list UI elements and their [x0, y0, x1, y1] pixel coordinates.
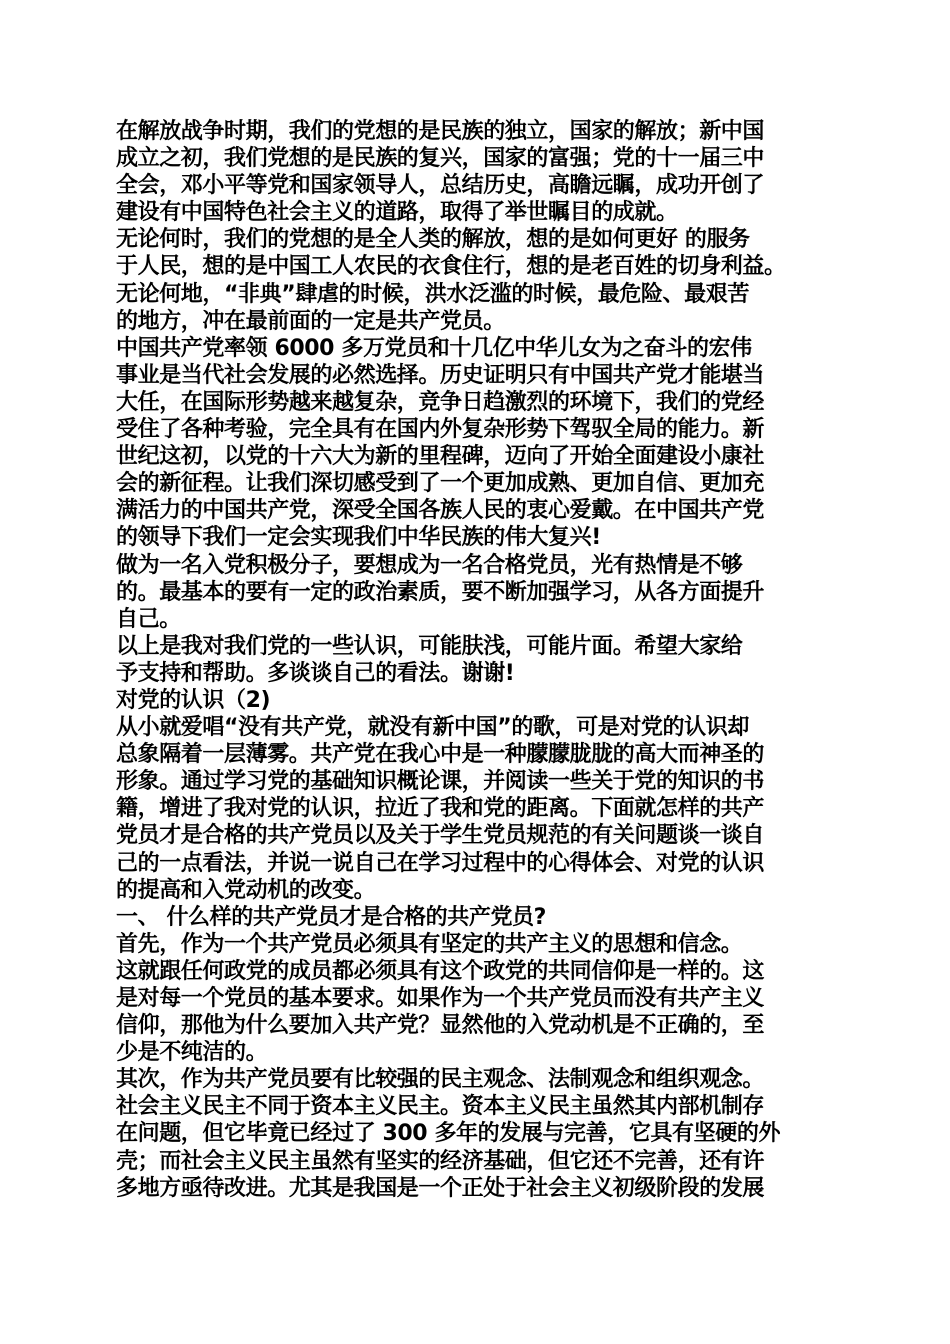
- text-line: 无论何地，“非典”肆虐的时候，洪水泛滥的时候，最危险、最艰苦: [116, 281, 749, 307]
- text-line: 总象隔着一层薄雾。共产党在我心中是一种朦朦胧胧的高大而神圣的: [116, 742, 765, 768]
- text-line: 壳；而社会主义民主虽然有坚实的经济基础，但它还不完善，还有许: [116, 1148, 765, 1174]
- text-line: 籍，增进了我对党的认识，拉近了我和党的距离。下面就怎样的共产: [116, 796, 765, 822]
- text-line: 全会，邓小平等党和国家领导人，总结历史，高瞻远瞩，成功开创了: [116, 173, 765, 199]
- text-line: 这就跟任何政党的成员都必须具有这个政党的共同信仰是一样的。这: [116, 958, 765, 984]
- text-line: 受住了各种考验，完全具有在国内外复杂形势下驾驭全局的能力。新: [116, 417, 765, 443]
- text-line: 大任，在国际形势越来越复杂，竞争日趋激烈的环境下，我们的党经: [116, 389, 765, 415]
- text-line: 党员才是合格的共产党员以及关于学生党员规范的有关问题谈一谈自: [116, 823, 765, 849]
- text-line: 的领导下我们一定会实现我们中华民族的伟大复兴!: [116, 525, 601, 551]
- text-line: 事业是当代社会发展的必然选择。历史证明只有中国共产党才能堪当: [116, 362, 765, 388]
- text-line: 世纪这初，以党的十六大为新的里程碑，迈向了开始全面建设小康社: [116, 444, 765, 470]
- text-line: 的地方，冲在最前面的一定是共产党员。: [116, 308, 505, 334]
- text-line: 从小就爱唱“没有共产党，就没有新中国”的歌，可是对党的认识却: [116, 715, 749, 741]
- text-line: 多地方亟待改进。尤其是我国是一个正处于社会主义初级阶段的发展: [116, 1175, 765, 1201]
- text-line: 首先，作为一个共产党员必须具有坚定的共产主义的思想和信念。: [116, 931, 743, 957]
- subsection-heading: 一、 什么样的共产党员才是合格的共产党员?: [116, 904, 547, 930]
- text-line: 社会主义民主不同于资本主义民主。资本主义民主虽然其内部机制存: [116, 1094, 765, 1120]
- text-line: 成立之初，我们党想的是民族的复兴，国家的富强；党的十一届三中: [116, 146, 765, 172]
- text-line: 做为一名入党积极分子，要想成为一名合格党员，光有热情是不够: [116, 552, 743, 578]
- text-line: 以上是我对我们党的一些认识，可能肤浅，可能片面。希望大家给: [116, 633, 743, 659]
- text-line: 在问题，但它毕竟已经过了 300 多年的发展与完善，它具有坚硬的外: [116, 1121, 781, 1147]
- section-heading: 对党的认识（2): [116, 687, 271, 713]
- text-line: 满活力的中国共产党，深受全国各族人民的衷心爱戴。在中国共产党: [116, 498, 765, 524]
- text-line: 在解放战争时期，我们的党想的是民族的独立，国家的解放；新中国: [116, 119, 765, 144]
- text-line: 自己。: [116, 606, 181, 632]
- text-line: 的。最基本的要有一定的政治素质，要不断加强学习，从各方面提升: [116, 579, 765, 605]
- text-line: 少是不纯洁的。: [116, 1040, 268, 1066]
- text-line: 予支持和帮助。多谈谈自己的看法。谢谢!: [116, 660, 515, 686]
- text-line: 中国共产党率领 6000 多万党员和十几亿中华儿女为之奋斗的宏伟: [116, 335, 752, 361]
- text-line: 建设有中国特色社会主义的道路，取得了举世瞩目的成就。: [116, 200, 678, 226]
- text-line: 无论何时，我们的党想的是全人类的解放，想的是如何更好 的服务: [116, 227, 750, 253]
- document-page: [116, 118, 846, 1202]
- text-line: 己的一点看法，并说一说自己在学习过程中的心得体会、对党的认识: [116, 850, 765, 876]
- text-line: 形象。通过学习党的基础知识概论课，并阅读一些关于党的知识的书: [116, 769, 765, 795]
- text-line: 是对每一个党员的基本要求。如果作为一个共产党员而没有共产主义: [116, 986, 765, 1011]
- text-line: 信仰，那他为什么要加入共产党？显然他的入党动机是不正确的，至: [116, 1013, 765, 1039]
- text-line: 会的新征程。让我们深切感受到了一个更加成熟、更加自信、更加充: [116, 471, 765, 497]
- text-line: 的提高和入党动机的改变。: [116, 877, 376, 903]
- text-line: 于人民，想的是中国工人农民的衣食住行，想的是老百姓的切身利益。: [116, 254, 786, 280]
- text-line: 其次，作为共产党员要有比较强的民主观念、法制观念和组织观念。: [116, 1067, 765, 1093]
